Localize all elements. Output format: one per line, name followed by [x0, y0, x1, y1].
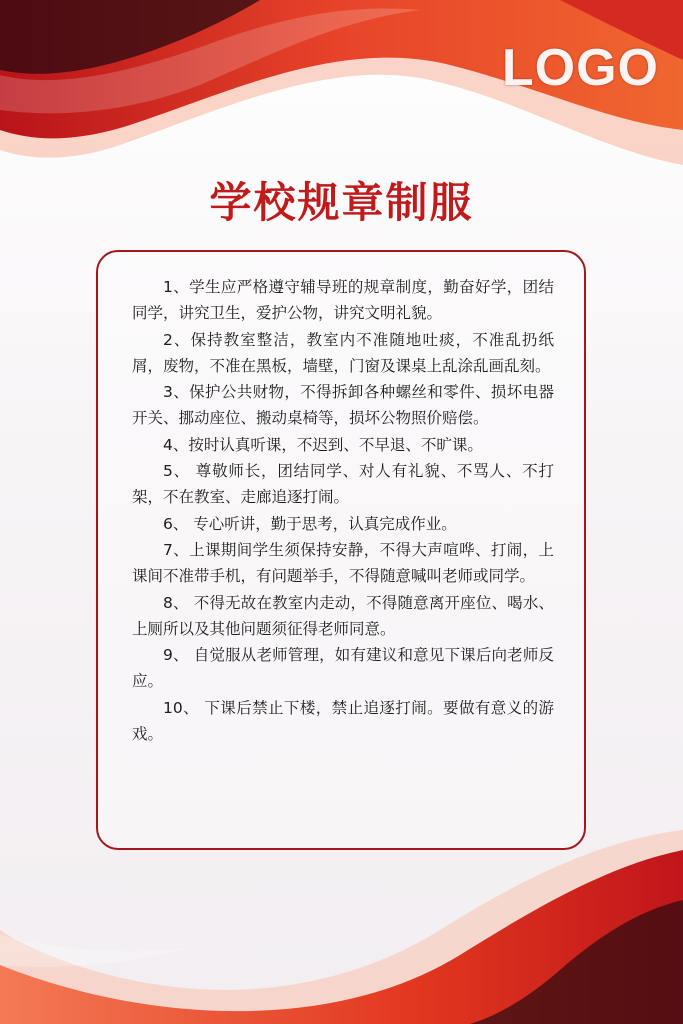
page-title: 学校规章制服 [209, 178, 474, 227]
rule-item: 1、学生应严格遵守辅导班的规章制度，勤奋好学，团结同学，讲究卫生，爱护公物，讲究文明礼貌。 [132, 278, 554, 323]
rule-item: 7、上课期间学生须保持安静，不得大声喧哗、打闹，上课间不准带手机，有问题举手，不得随意喊叫老师或同学。 [132, 540, 554, 586]
rules-panel [96, 250, 586, 850]
rule-item: 6、 专心听讲，勤于思考，认真完成作业。 [163, 514, 457, 533]
rule-item: 10、 下课后禁止下楼，禁止追逐打闹。要做有意义的游戏。 [132, 698, 554, 744]
rule-item: 2、保持教室整洁，教室内不准随地吐痰，不准乱扔纸屑，废物，不准在黑板，墙壁，门窗及课桌上乱涂乱画乱刻。 [132, 330, 554, 375]
bottom-wave-group [0, 830, 683, 1024]
logo-text: LOGO [501, 39, 659, 97]
rule-item: 8、 不得无故在教室内走动，不得随意离开座位、喝水、上厕所以及其他问题须征得老师同意。 [132, 593, 554, 638]
rule-item: 4、按时认真听课，不迟到、不早退、不旷课。 [163, 435, 483, 454]
rule-item: 5、 尊敬师长，团结同学、对人有礼貌、不骂人、不打架，不在教室、走廊追逐打闹。 [132, 462, 554, 507]
rule-item: 9、 自觉服从老师管理，如有建议和意见下课后向老师反应。 [132, 646, 554, 691]
rule-item: 3、保护公共财物，不得拆卸各种螺丝和零件、损坏电器开关、挪动座位、搬动桌椅等，损坏公物照价赔偿。 [132, 383, 554, 428]
